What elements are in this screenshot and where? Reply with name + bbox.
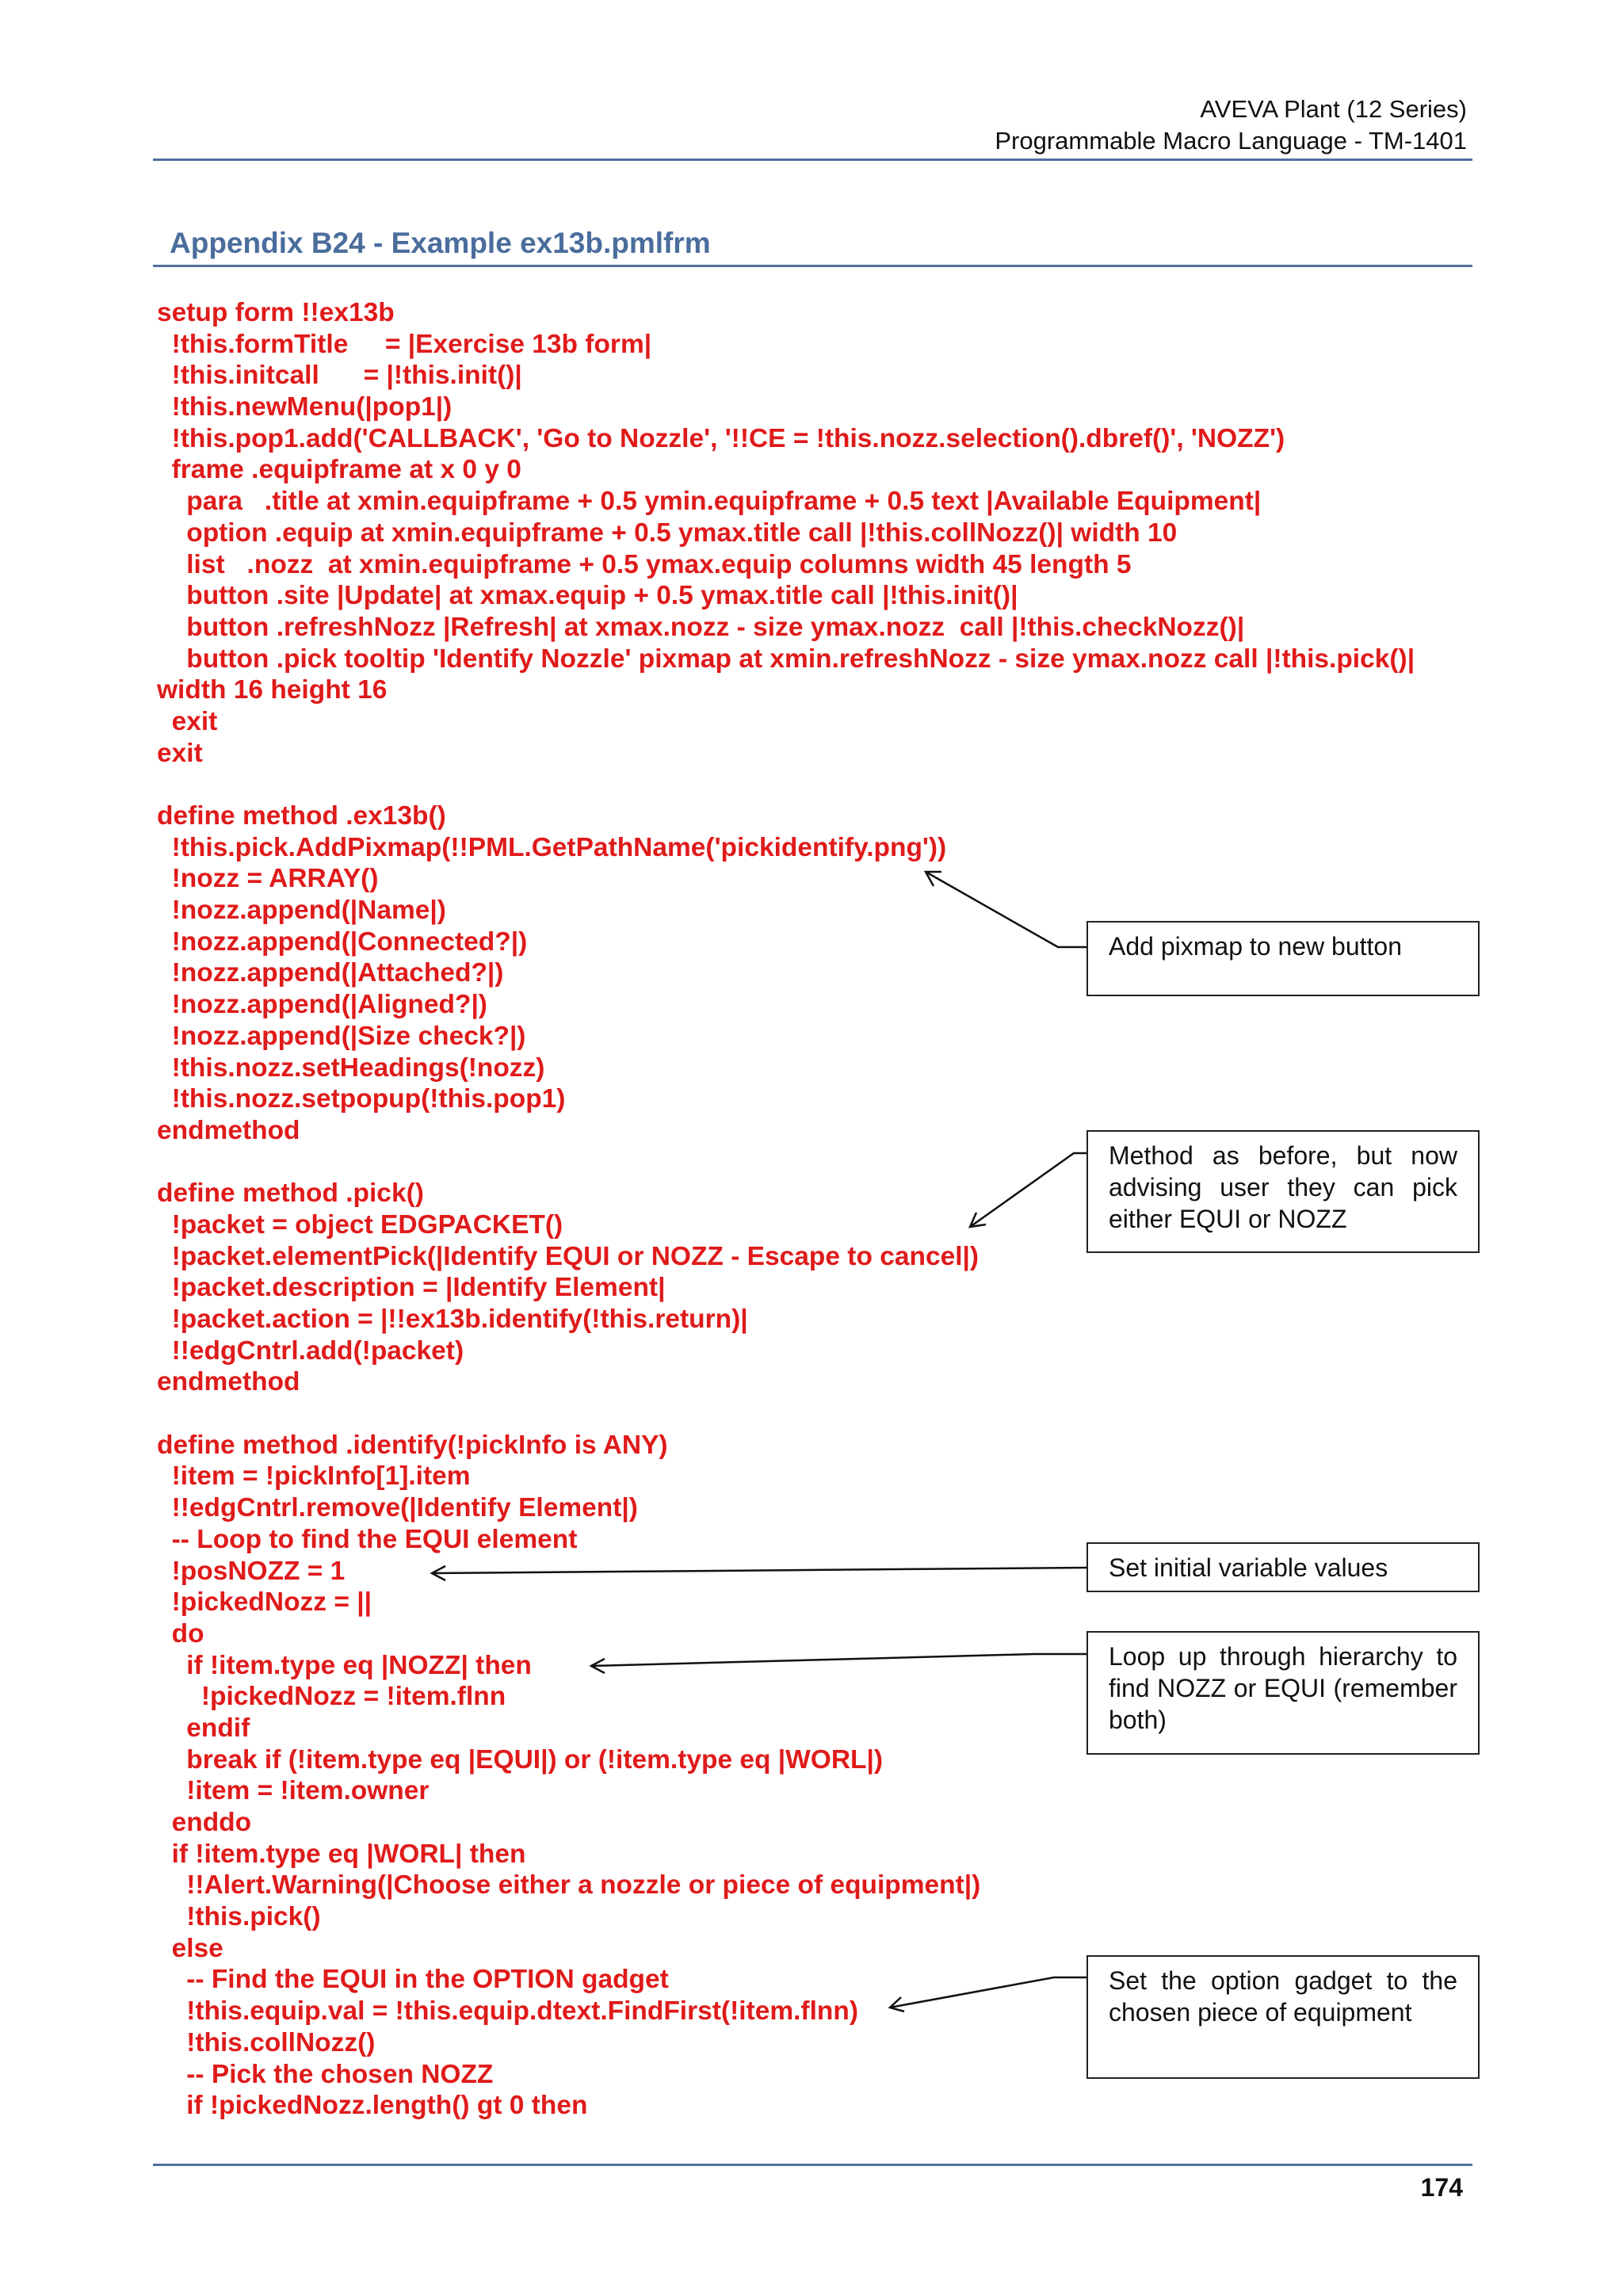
code-line: setup form !!ex13b: [157, 298, 395, 327]
code-line: !this.nozz.setpopup(!this.pop1): [157, 1084, 566, 1114]
annotation-initial-values: Set initial variable values: [1086, 1542, 1480, 1592]
annotation-method: Method as before, but now advising user they can pick either EQUI or NOZZ: [1086, 1130, 1480, 1253]
code-line: exit: [157, 738, 203, 768]
code-line: button .site |Update| at xmax.equip + 0.5 ymax.title call |!this.init()|: [157, 581, 1018, 611]
annotation-pixmap: Add pixmap to new button: [1086, 921, 1480, 996]
code-line: do: [157, 1618, 204, 1648]
code-line: !this.collNozz(): [157, 2027, 376, 2057]
code-line: para .title at xmin.equipframe + 0.5 ymin.equipframe + 0.5 text |Available Equipment|: [157, 487, 1262, 517]
code-line: frame .equipframe at x 0 y 0: [157, 455, 521, 485]
code-line: list .nozz at xmin.equipframe + 0.5 ymax.equip columns width 45 length 5: [157, 549, 1132, 579]
code-line: !packet = object EDGPACKET(): [157, 1209, 563, 1240]
code-line: -- Loop to find the EQUI element: [157, 1524, 578, 1554]
code-line: define method .ex13b(): [157, 801, 446, 831]
code-line: !nozz.append(|Connected?|): [157, 926, 528, 957]
code-line: -- Find the EQUI in the OPTION gadget: [157, 1965, 669, 1995]
code-line: !posNOZZ = 1: [157, 1556, 346, 1586]
code-line: !pickedNozz = ||: [157, 1587, 372, 1618]
code-line: !packet.action = |!!ex13b.identify(!this.return)|: [157, 1305, 748, 1334]
code-line: if !item.type eq |WORL| then: [157, 1839, 526, 1869]
code-line: !this.equip.val = !this.equip.dtext.FindFirst(!item.flnn): [157, 1996, 858, 2027]
code-line: button .refreshNozz |Refresh| at xmax.nozz - size ymax.nozz call |!this.checkNozz()|: [157, 612, 1245, 642]
code-line: !this.formTitle = |Exercise 13b form|: [157, 329, 652, 359]
code-line: endif: [157, 1713, 250, 1743]
annotation-loop: Loop up through hierarchy to find NOZZ or EQUI (remember both): [1086, 1631, 1480, 1755]
code-line: !!edgCntrl.add(!packet): [157, 1335, 464, 1366]
code-line: if !item.type eq |NOZZ| then: [157, 1650, 532, 1680]
code-line: else: [157, 1933, 223, 1963]
code-line: -- Pick the chosen NOZZ: [157, 2059, 494, 2089]
section-title: Appendix B24 - Example ex13b.pmlfrm: [170, 227, 711, 259]
code-line: !!Alert.Warning(|Choose either a nozzle or piece of equipment|): [157, 1870, 981, 1901]
code-line: !item = !pickInfo[1].item: [157, 1461, 471, 1492]
code-line: !this.newMenu(|pop1|): [157, 392, 453, 422]
code-line: if !pickedNozz.length() gt 0 then: [157, 2091, 588, 2121]
code-line: !nozz = ARRAY(): [157, 864, 379, 894]
header-product: AVEVA Plant (12 Series): [1200, 95, 1467, 123]
code-line: !this.pick(): [157, 1902, 321, 1932]
code-line: !nozz.append(|Aligned?|): [157, 990, 487, 1020]
code-line: !packet.description = |Identify Element|: [157, 1273, 666, 1303]
code-line: !nozz.append(|Size check?|): [157, 1021, 526, 1051]
code-line: define method .identify(!pickInfo is ANY): [157, 1430, 668, 1460]
code-line: !this.pick.AddPixmap(!!PML.GetPathName('pickidentify.png')): [157, 832, 947, 862]
code-line: [157, 769, 1415, 800]
code-line: !this.pop1.add('CALLBACK', 'Go to Nozzle', '!!CE = !this.nozz.selection().dbref()', 'NOZZ'): [157, 423, 1285, 453]
code-line: define method .pick(): [157, 1179, 424, 1209]
code-line: !!edgCntrl.remove(|Identify Element|): [157, 1493, 638, 1523]
code-line: endmethod: [157, 1367, 300, 1397]
annotation-option-gadget: Set the option gadget to the chosen piece of equipment: [1086, 1955, 1480, 2079]
code-line: width 16 height 16: [157, 675, 388, 705]
code-line: !item = !item.owner: [157, 1776, 430, 1806]
code-line: !nozz.append(|Name|): [157, 896, 446, 926]
header-document: Programmable Macro Language - TM-1401: [995, 127, 1467, 155]
code-line: !packet.elementPick(|Identify EQUI or NOZZ - Escape to cancel|): [157, 1241, 980, 1271]
code-line: !pickedNozz = !item.flnn: [157, 1682, 506, 1712]
code-line: option .equip at xmin.equipframe + 0.5 ymax.title call |!this.collNozz()| width 10: [157, 518, 1178, 548]
code-line: [157, 1398, 1415, 1430]
code-line: exit: [157, 706, 218, 736]
code-line: enddo: [157, 1808, 252, 1837]
footer-rule: [153, 2164, 1472, 2166]
header-rule: [153, 159, 1472, 161]
code-line: break if (!item.type eq |EQUI|) or (!item.type eq |WORL|): [157, 1744, 884, 1775]
code-line: !this.initcall = |!this.init()|: [157, 361, 522, 391]
code-line: endmethod: [157, 1115, 300, 1145]
page-number: 174: [1420, 2173, 1463, 2202]
code-line: button .pick tooltip 'Identify Nozzle' pixmap at xmin.refreshNozz - size ymax.nozz call |!this.pick()|: [157, 644, 1415, 674]
code-line: !this.nozz.setHeadings(!nozz): [157, 1052, 545, 1083]
title-rule: [153, 265, 1472, 267]
code-line: !nozz.append(|Attached?|): [157, 958, 504, 988]
